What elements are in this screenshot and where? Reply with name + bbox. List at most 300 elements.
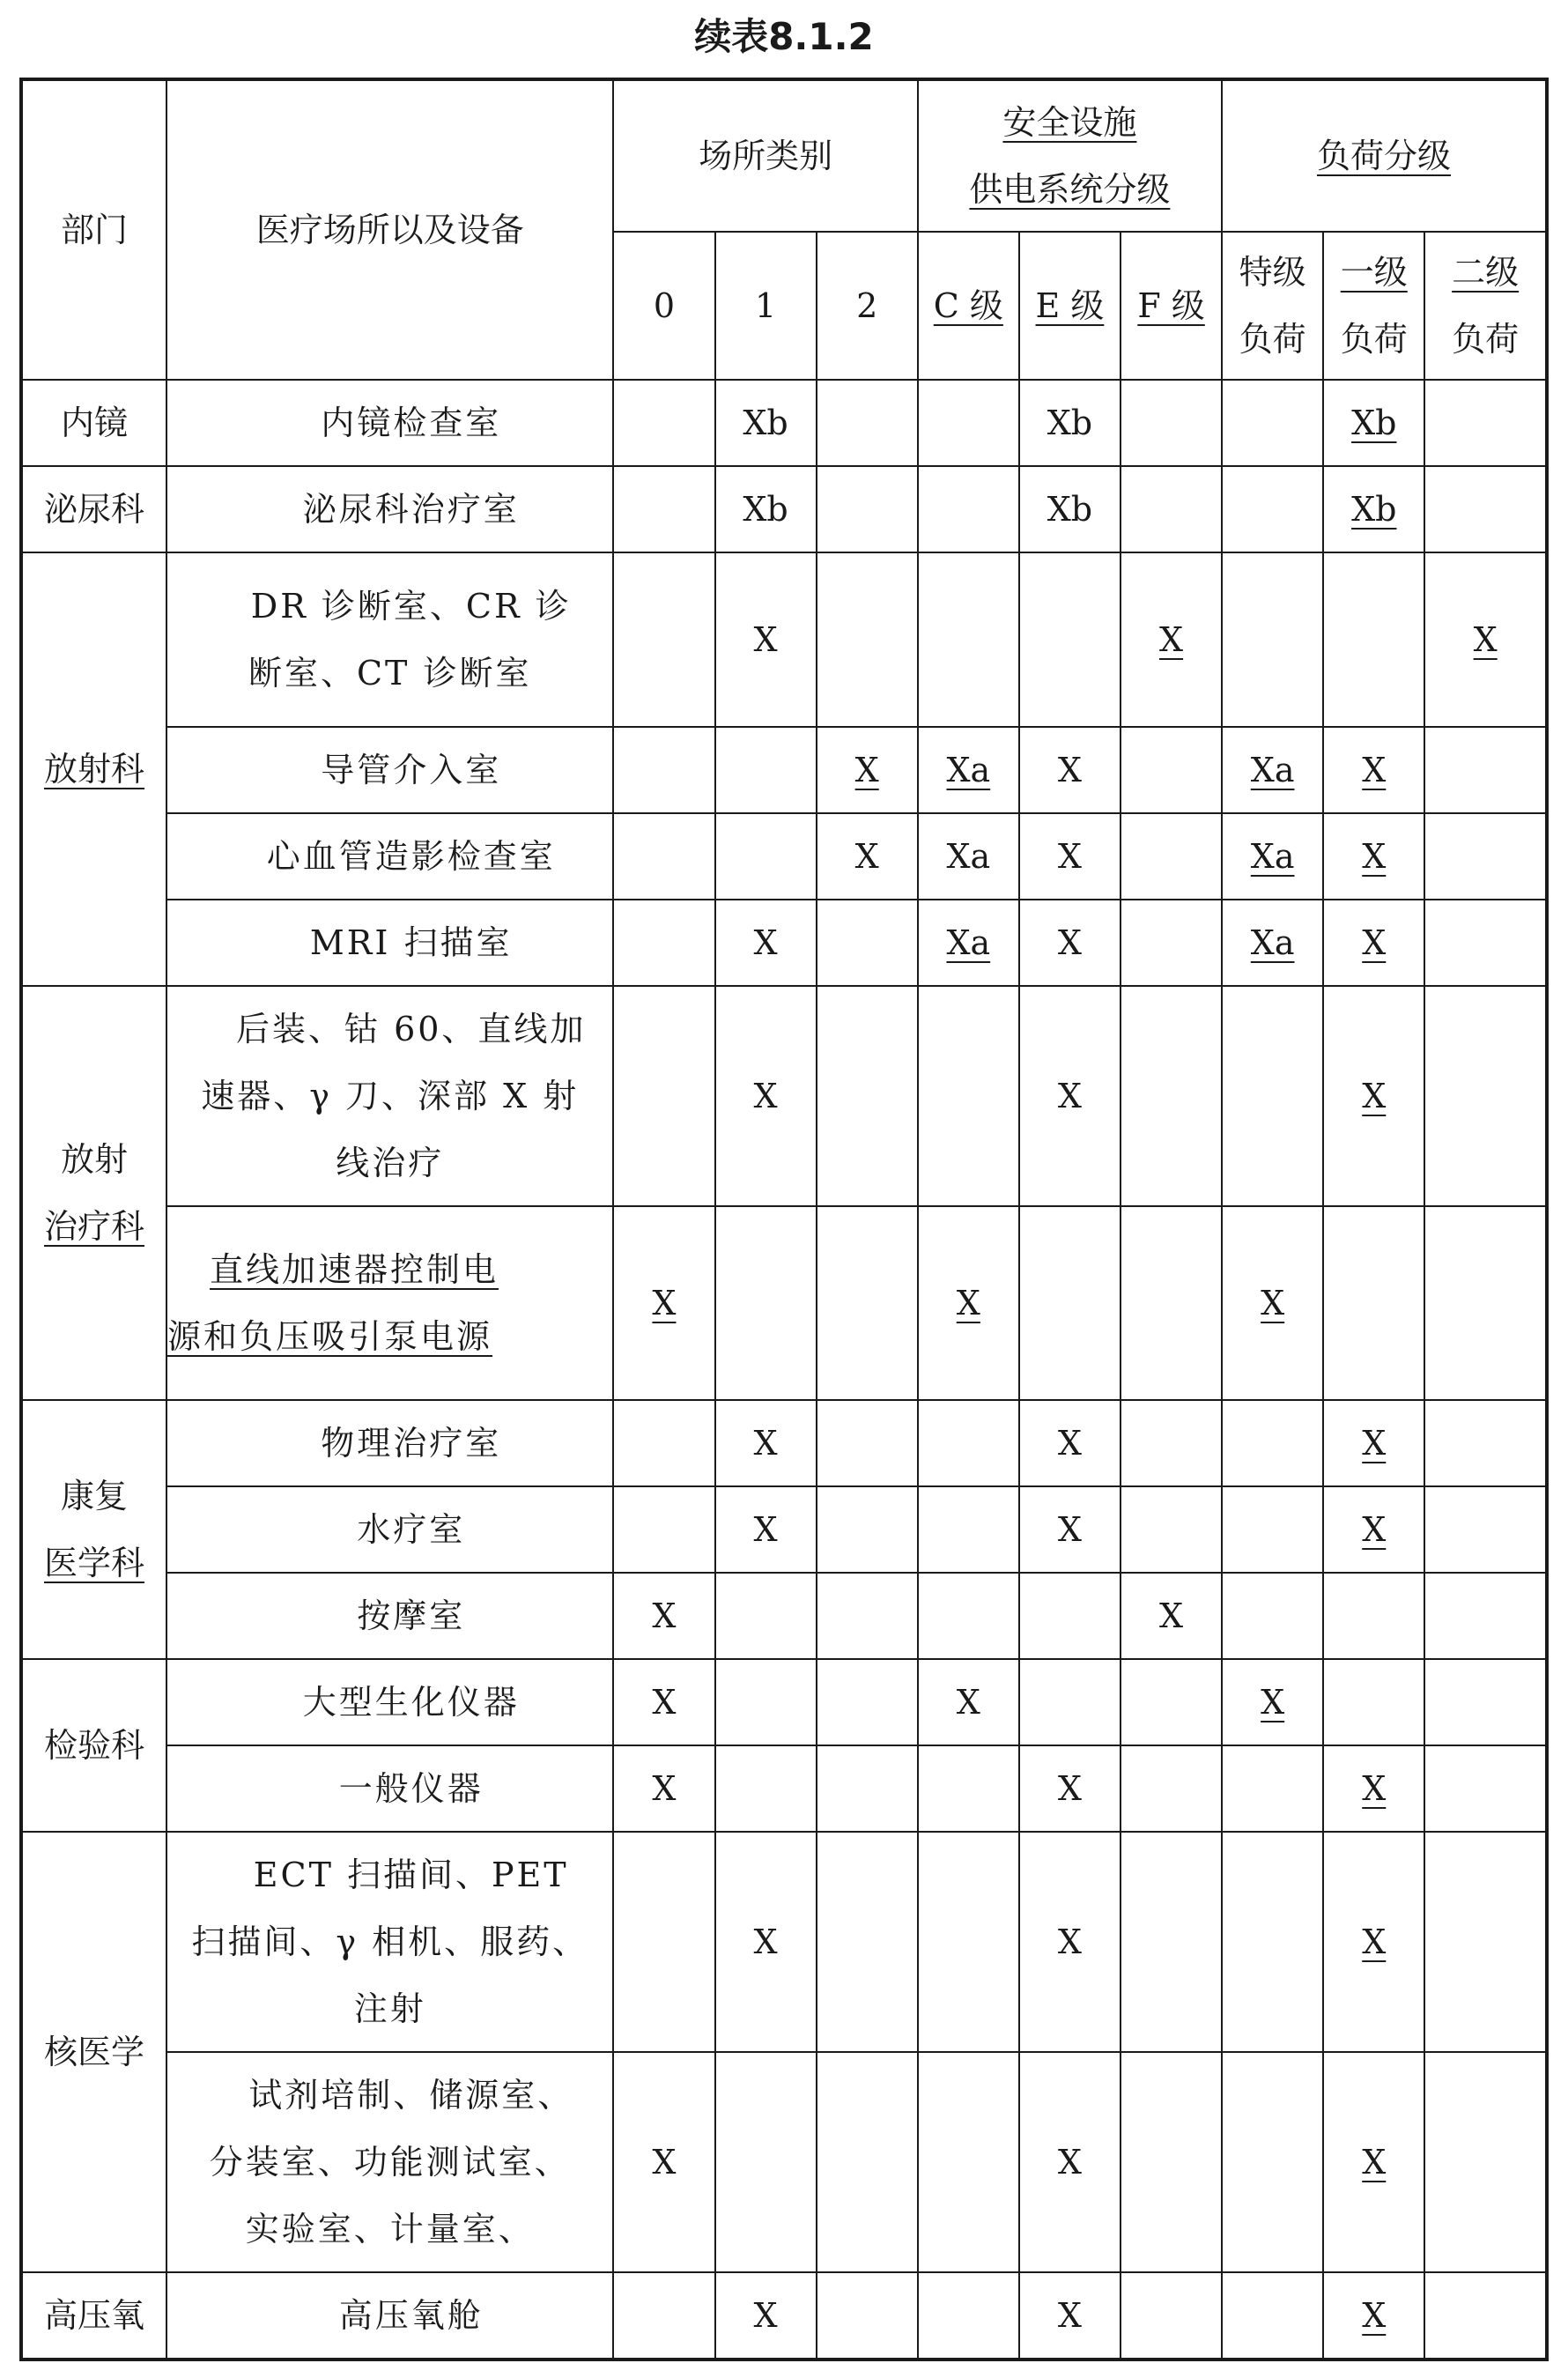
dept-cell <box>21 1400 166 1659</box>
mark-cell-safety-e <box>1019 1745 1121 1832</box>
place-line: 高压氧舱 <box>338 2296 484 2335</box>
table-row <box>21 380 1547 466</box>
place-cell <box>166 552 613 727</box>
mark-value: X <box>652 1284 677 1322</box>
place-line: 水疗室 <box>357 1510 466 1549</box>
dept-cell <box>21 1659 166 1832</box>
mark-cell-loc-1 <box>715 1659 817 1745</box>
header-safety-c-label: C 级 <box>933 286 1003 325</box>
dept-label <box>23 1126 166 1260</box>
mark-cell-loc-0 <box>613 2052 714 2272</box>
table-row <box>21 1400 1547 1486</box>
mark-cell-load-1 <box>1323 813 1424 900</box>
table-row <box>21 2272 1547 2359</box>
place-label <box>167 1496 612 1563</box>
place-line: 速器、γ 刀、深部 X 射 <box>201 1077 580 1115</box>
dept-cell <box>21 380 166 466</box>
mark-cell-loc-1 <box>715 1832 817 2052</box>
mark-cell-loc-2 <box>817 900 918 986</box>
dept-cell <box>21 986 166 1400</box>
mark-value: X <box>1057 1769 1082 1808</box>
mark-value: X <box>1362 2296 1387 2335</box>
mark-cell-load-special <box>1222 2272 1323 2359</box>
mark-cell-loc-2 <box>817 986 918 1206</box>
header-load-1-line2: 负荷 <box>1340 320 1408 359</box>
mark-value: X <box>1362 1769 1387 1808</box>
mark-cell-loc-1 <box>715 1206 817 1400</box>
dept-line: 康复 <box>61 1477 129 1515</box>
mark-cell-safety-c <box>918 2272 1019 2359</box>
mark-cell-load-1 <box>1323 1573 1424 1659</box>
dept-label <box>23 389 166 456</box>
dept-line: 医学科 <box>44 1544 145 1582</box>
mark-cell-load-special <box>1222 1573 1323 1659</box>
place-cell <box>166 1745 613 1832</box>
mark-cell-load-special <box>1222 1659 1323 1745</box>
dept-label <box>23 2019 166 2085</box>
mark-cell-safety-c <box>918 552 1019 727</box>
mark-cell-loc-0 <box>613 1745 714 1832</box>
dept-label <box>23 1463 166 1596</box>
mark-cell-load-2 <box>1424 466 1547 552</box>
mark-value: X <box>753 1922 778 1961</box>
mark-cell-loc-2 <box>817 2052 918 2272</box>
place-line: 实验室、计量室、 <box>245 2210 535 2248</box>
mark-cell-safety-f <box>1121 1832 1222 2052</box>
mark-cell-load-1 <box>1323 900 1424 986</box>
mark-cell-safety-f <box>1121 1573 1222 1659</box>
mark-cell-safety-f <box>1121 1659 1222 1745</box>
mark-cell-loc-1 <box>715 1745 817 1832</box>
mark-value: Xa <box>946 923 991 962</box>
dept-label <box>23 476 166 543</box>
mark-cell-load-special <box>1222 2052 1323 2272</box>
table-row <box>21 1573 1547 1659</box>
mark-cell-loc-2 <box>817 1206 918 1400</box>
mark-cell-load-special <box>1222 900 1323 986</box>
header-load-grade-label: 负荷分级 <box>1317 137 1452 175</box>
mark-cell-loc-1 <box>715 1400 817 1486</box>
mark-value: X <box>1362 1077 1387 1115</box>
mark-cell-safety-e <box>1019 1659 1121 1745</box>
place-cell <box>166 2272 613 2359</box>
place-label <box>167 996 612 1196</box>
mark-cell-loc-2 <box>817 380 918 466</box>
mark-cell-safety-f <box>1121 1745 1222 1832</box>
dept-line: 放射科 <box>44 750 145 789</box>
header-loc-1: 1 <box>715 232 817 380</box>
mark-cell-safety-c <box>918 1745 1019 1832</box>
mark-cell-load-2 <box>1424 900 1547 986</box>
mark-cell-load-1 <box>1323 1832 1424 2052</box>
place-line: 按摩室 <box>357 1596 466 1635</box>
table-row <box>21 1832 1547 2052</box>
mark-cell-loc-0 <box>613 552 714 727</box>
header-load-special-line1: 特级 <box>1239 253 1306 292</box>
dept-line: 高压氧 <box>44 2296 145 2335</box>
mark-value: X <box>652 1683 677 1722</box>
mark-cell-safety-f <box>1121 2272 1222 2359</box>
mark-cell-loc-2 <box>817 813 918 900</box>
mark-value: X <box>1057 1922 1082 1961</box>
mark-value: X <box>854 837 879 876</box>
place-label <box>167 1841 612 2042</box>
mark-cell-load-2 <box>1424 2052 1547 2272</box>
mark-cell-safety-e <box>1019 2272 1121 2359</box>
place-label <box>167 823 612 890</box>
mark-cell-safety-e <box>1019 380 1121 466</box>
header-safety-c <box>918 232 1019 380</box>
place-cell <box>166 380 613 466</box>
mark-cell-loc-0 <box>613 1486 714 1573</box>
mark-cell-load-special <box>1222 1832 1323 2052</box>
mark-value: Xa <box>1250 751 1295 789</box>
mark-cell-loc-0 <box>613 1659 714 1745</box>
place-line: 源和负压吸引泵电源 <box>167 1317 493 1356</box>
mark-value: X <box>753 1424 778 1463</box>
place-label <box>167 476 612 543</box>
mark-value: Xb <box>1351 404 1397 442</box>
table-row <box>21 552 1547 727</box>
mark-cell-loc-0 <box>613 900 714 986</box>
place-cell <box>166 1486 613 1573</box>
mark-cell-load-1 <box>1323 1400 1424 1486</box>
place-line: 泌尿科治疗室 <box>302 490 520 529</box>
mark-cell-safety-f <box>1121 727 1222 813</box>
place-line: 大型生化仪器 <box>302 1683 520 1722</box>
mark-cell-safety-e <box>1019 986 1121 1206</box>
mark-cell-loc-0 <box>613 1573 714 1659</box>
dept-line: 检验科 <box>44 1726 145 1765</box>
mark-value: X <box>1362 2143 1387 2182</box>
dept-cell <box>21 466 166 552</box>
mark-cell-safety-c <box>918 466 1019 552</box>
medical-power-table <box>19 78 1549 2361</box>
mark-cell-safety-e <box>1019 466 1121 552</box>
place-label <box>167 737 612 804</box>
header-loc-2: 2 <box>817 232 918 380</box>
mark-cell-load-2 <box>1424 1832 1547 2052</box>
mark-cell-safety-f <box>1121 900 1222 986</box>
mark-cell-load-1 <box>1323 1486 1424 1573</box>
place-line: DR 诊断室、CR 诊 <box>250 587 572 626</box>
mark-value: X <box>1362 751 1387 789</box>
mark-value: X <box>1057 1424 1082 1463</box>
place-line: 导管介入室 <box>321 751 502 789</box>
mark-cell-load-2 <box>1424 1400 1547 1486</box>
header-load-1 <box>1323 232 1424 380</box>
mark-cell-load-2 <box>1424 1206 1547 1400</box>
table-row <box>21 1745 1547 1832</box>
header-load-special-line2: 负荷 <box>1239 320 1306 359</box>
place-label <box>167 1755 612 1822</box>
place-label <box>167 909 612 976</box>
mark-value: X <box>753 620 778 659</box>
mark-cell-loc-2 <box>817 552 918 727</box>
table-row <box>21 1486 1547 1573</box>
mark-cell-safety-f <box>1121 380 1222 466</box>
header-safety-supply-line2: 供电系统分级 <box>969 170 1171 209</box>
mark-cell-load-1 <box>1323 552 1424 727</box>
mark-cell-loc-2 <box>817 727 918 813</box>
mark-value: Xa <box>946 751 991 789</box>
mark-value: X <box>753 1077 778 1115</box>
mark-cell-safety-e <box>1019 1573 1121 1659</box>
mark-cell-load-special <box>1222 727 1323 813</box>
mark-cell-safety-e <box>1019 1832 1121 2052</box>
mark-value: X <box>1362 1424 1387 1463</box>
place-line: ECT 扫描间、PET <box>253 1856 569 1894</box>
mark-cell-safety-c <box>918 1206 1019 1400</box>
mark-cell-safety-e <box>1019 900 1121 986</box>
mark-value: X <box>1057 837 1082 876</box>
mark-value: X <box>1261 1284 1285 1322</box>
mark-cell-load-2 <box>1424 1486 1547 1573</box>
mark-value: X <box>1057 923 1082 962</box>
mark-value: Xb <box>1047 404 1093 442</box>
table-row <box>21 900 1547 986</box>
mark-cell-loc-2 <box>817 466 918 552</box>
mark-value: Xa <box>1250 923 1295 962</box>
mark-cell-safety-c <box>918 986 1019 1206</box>
mark-value: X <box>1057 2143 1082 2182</box>
mark-value: X <box>1362 1922 1387 1961</box>
place-line: 物理治疗室 <box>321 1424 502 1463</box>
mark-cell-safety-c <box>918 1400 1019 1486</box>
mark-cell-loc-0 <box>613 2272 714 2359</box>
mark-cell-load-special <box>1222 466 1323 552</box>
header-place: 医疗场所以及设备 <box>166 79 613 380</box>
mark-cell-loc-2 <box>817 2272 918 2359</box>
mark-cell-safety-e <box>1019 2052 1121 2272</box>
mark-cell-safety-c <box>918 380 1019 466</box>
place-line: 后装、钴 60、直线加 <box>235 1010 587 1048</box>
header-dept: 部门 <box>21 79 166 380</box>
mark-cell-load-2 <box>1424 1573 1547 1659</box>
place-label <box>167 573 612 707</box>
dept-label <box>23 736 166 803</box>
mark-cell-loc-0 <box>613 466 714 552</box>
header-safety-f <box>1121 232 1222 380</box>
mark-cell-safety-c <box>918 900 1019 986</box>
place-line: 心血管造影检查室 <box>266 837 556 876</box>
mark-cell-loc-0 <box>613 813 714 900</box>
place-line: 注射 <box>353 1989 426 2028</box>
mark-cell-load-1 <box>1323 986 1424 1206</box>
mark-cell-load-2 <box>1424 1659 1547 1745</box>
place-cell <box>166 1659 613 1745</box>
mark-value: X <box>1159 1596 1184 1635</box>
mark-cell-load-special <box>1222 813 1323 900</box>
place-label <box>167 2282 612 2349</box>
mark-cell-safety-e <box>1019 1400 1121 1486</box>
place-cell <box>166 466 613 552</box>
place-cell <box>166 1206 613 1400</box>
header-safety-e-label: E 级 <box>1035 286 1105 325</box>
header-load-2 <box>1424 232 1547 380</box>
mark-cell-loc-0 <box>613 1400 714 1486</box>
mark-cell-safety-c <box>918 2052 1019 2272</box>
header-location-category-label: 场所类别 <box>699 137 833 175</box>
mark-cell-safety-c <box>918 1486 1019 1573</box>
place-label <box>167 1669 612 1736</box>
mark-value: X <box>1057 2296 1082 2335</box>
mark-cell-load-2 <box>1424 727 1547 813</box>
mark-cell-loc-0 <box>613 380 714 466</box>
mark-cell-loc-2 <box>817 1832 918 2052</box>
mark-cell-load-2 <box>1424 986 1547 1206</box>
mark-cell-loc-1 <box>715 2272 817 2359</box>
mark-cell-loc-1 <box>715 466 817 552</box>
mark-value: X <box>753 2296 778 2335</box>
dept-cell <box>21 2272 166 2359</box>
header-load-special <box>1222 232 1323 380</box>
mark-cell-loc-1 <box>715 813 817 900</box>
header-safety-supply-line1: 安全设施 <box>1002 103 1137 142</box>
mark-value: X <box>1057 1077 1082 1115</box>
mark-value: X <box>1362 837 1387 876</box>
mark-cell-safety-c <box>918 813 1019 900</box>
place-label <box>167 1236 612 1370</box>
mark-cell-safety-c <box>918 1832 1019 2052</box>
table-row <box>21 1659 1547 1745</box>
dept-label <box>23 2282 166 2349</box>
mark-cell-loc-1 <box>715 900 817 986</box>
header-load-2-line1: 二级 <box>1452 253 1520 292</box>
mark-value: X <box>652 1596 677 1635</box>
mark-value: X <box>652 2143 677 2182</box>
place-label <box>167 1410 612 1477</box>
place-label <box>167 2062 612 2263</box>
mark-cell-safety-f <box>1121 466 1222 552</box>
place-label <box>167 1582 612 1649</box>
mark-cell-loc-1 <box>715 2052 817 2272</box>
mark-cell-loc-1 <box>715 380 817 466</box>
mark-value: Xb <box>743 404 788 442</box>
mark-value: X <box>854 751 879 789</box>
mark-value: X <box>1362 1510 1387 1549</box>
mark-cell-loc-0 <box>613 986 714 1206</box>
mark-cell-safety-c <box>918 727 1019 813</box>
mark-cell-load-1 <box>1323 380 1424 466</box>
table-row <box>21 727 1547 813</box>
mark-cell-safety-e <box>1019 1486 1121 1573</box>
mark-cell-safety-e <box>1019 813 1121 900</box>
header-loc-0: 0 <box>613 232 714 380</box>
header-load-grade <box>1222 79 1547 232</box>
mark-cell-loc-2 <box>817 1573 918 1659</box>
mark-cell-safety-e <box>1019 727 1121 813</box>
mark-cell-load-1 <box>1323 2052 1424 2272</box>
place-cell <box>166 1400 613 1486</box>
mark-cell-loc-1 <box>715 552 817 727</box>
mark-cell-load-2 <box>1424 813 1547 900</box>
place-cell <box>166 727 613 813</box>
mark-value: X <box>753 1510 778 1549</box>
mark-value: Xb <box>1351 490 1397 529</box>
mark-cell-safety-f <box>1121 552 1222 727</box>
mark-value: X <box>1473 620 1498 659</box>
place-line: 线治疗 <box>336 1144 445 1182</box>
mark-cell-safety-f <box>1121 1400 1222 1486</box>
table-row <box>21 2052 1547 2272</box>
mark-value: Xa <box>946 837 991 876</box>
mark-cell-safety-e <box>1019 552 1121 727</box>
mark-cell-loc-2 <box>817 1486 918 1573</box>
mark-cell-loc-1 <box>715 986 817 1206</box>
table-row <box>21 1206 1547 1400</box>
mark-cell-load-1 <box>1323 1659 1424 1745</box>
mark-cell-load-2 <box>1424 1745 1547 1832</box>
mark-cell-load-special <box>1222 1206 1323 1400</box>
mark-cell-safety-c <box>918 1573 1019 1659</box>
place-cell <box>166 986 613 1206</box>
mark-cell-loc-0 <box>613 1832 714 2052</box>
place-line: 一般仪器 <box>338 1769 484 1808</box>
dept-cell <box>21 552 166 986</box>
place-line: MRI 扫描室 <box>309 923 513 962</box>
mark-cell-loc-1 <box>715 1573 817 1659</box>
mark-cell-load-1 <box>1323 2272 1424 2359</box>
mark-value: X <box>956 1683 980 1722</box>
mark-cell-load-2 <box>1424 380 1547 466</box>
mark-cell-loc-1 <box>715 1486 817 1573</box>
place-line: 内镜检查室 <box>321 404 502 442</box>
mark-cell-load-2 <box>1424 2272 1547 2359</box>
mark-cell-loc-2 <box>817 1659 918 1745</box>
header-load-1-line1: 一级 <box>1340 253 1408 292</box>
mark-cell-safety-f <box>1121 1206 1222 1400</box>
place-cell <box>166 813 613 900</box>
mark-cell-safety-f <box>1121 2052 1222 2272</box>
place-label <box>167 389 612 456</box>
dept-line: 内镜 <box>61 404 129 442</box>
place-line: 分装室、功能测试室、 <box>209 2143 571 2182</box>
table-caption: 续表8.1.2 <box>694 15 874 58</box>
mark-cell-safety-e <box>1019 1206 1121 1400</box>
dept-line: 核医学 <box>44 2033 145 2071</box>
place-line: 断室、CT 诊断室 <box>248 654 532 693</box>
mark-value: Xb <box>743 490 788 529</box>
place-line: 扫描间、γ 相机、服药、 <box>191 1922 589 1961</box>
mark-value: X <box>956 1284 980 1322</box>
mark-value: Xb <box>1047 490 1093 529</box>
mark-value: X <box>753 923 778 962</box>
mark-cell-load-1 <box>1323 727 1424 813</box>
mark-cell-loc-1 <box>715 727 817 813</box>
dept-line: 泌尿科 <box>44 490 145 529</box>
mark-cell-load-special <box>1222 1745 1323 1832</box>
dept-line: 治疗科 <box>44 1207 145 1246</box>
table-body <box>21 380 1547 2359</box>
dept-label <box>23 1712 166 1779</box>
mark-cell-load-special <box>1222 1486 1323 1573</box>
mark-cell-safety-f <box>1121 986 1222 1206</box>
place-cell <box>166 1573 613 1659</box>
mark-cell-load-special <box>1222 552 1323 727</box>
mark-cell-loc-0 <box>613 727 714 813</box>
mark-value: X <box>1057 1510 1082 1549</box>
table-row <box>21 466 1547 552</box>
mark-cell-load-1 <box>1323 1745 1424 1832</box>
table-row <box>21 813 1547 900</box>
mark-cell-loc-2 <box>817 1400 918 1486</box>
mark-cell-safety-c <box>918 1659 1019 1745</box>
mark-cell-loc-0 <box>613 1206 714 1400</box>
mark-cell-load-2 <box>1424 552 1547 727</box>
place-cell <box>166 2052 613 2272</box>
mark-value: X <box>652 1769 677 1808</box>
